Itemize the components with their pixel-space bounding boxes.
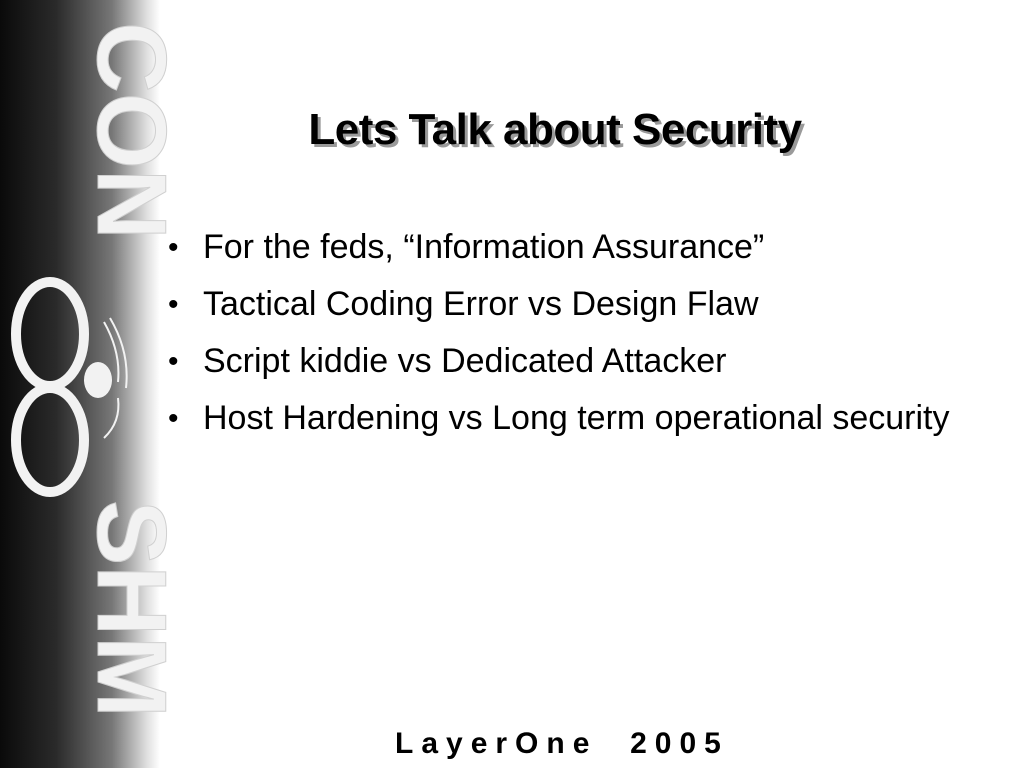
bullet-list <box>160 228 960 456</box>
bullet-glyph: • <box>168 288 179 321</box>
bullet-glyph: • <box>168 402 179 435</box>
bullet-text: Tactical Coding Error vs Design Flaw <box>203 285 759 323</box>
bullet-item <box>160 285 960 324</box>
logo-text-con: CON <box>77 22 187 240</box>
goggles-icon <box>16 282 127 492</box>
bullet-glyph: • <box>168 345 179 378</box>
bullet-glyph: • <box>168 231 179 264</box>
bullet-text: Script kiddie vs Dedicated Attacker <box>203 342 727 380</box>
bullet-item <box>160 399 960 438</box>
logo-text-shm: SHM <box>77 500 187 718</box>
sidebar <box>0 0 187 768</box>
bullet-text: Host Hardening vs Long term operational security <box>203 399 950 437</box>
bullet-item <box>160 228 960 267</box>
shmoocon-logo <box>6 22 187 722</box>
bullet-text: For the feds, “Information Assurance” <box>203 228 765 266</box>
slide-title: Lets Talk about Security <box>308 105 802 154</box>
bullet-item <box>160 342 960 381</box>
footer-text: LayerOne 2005 <box>395 727 729 760</box>
